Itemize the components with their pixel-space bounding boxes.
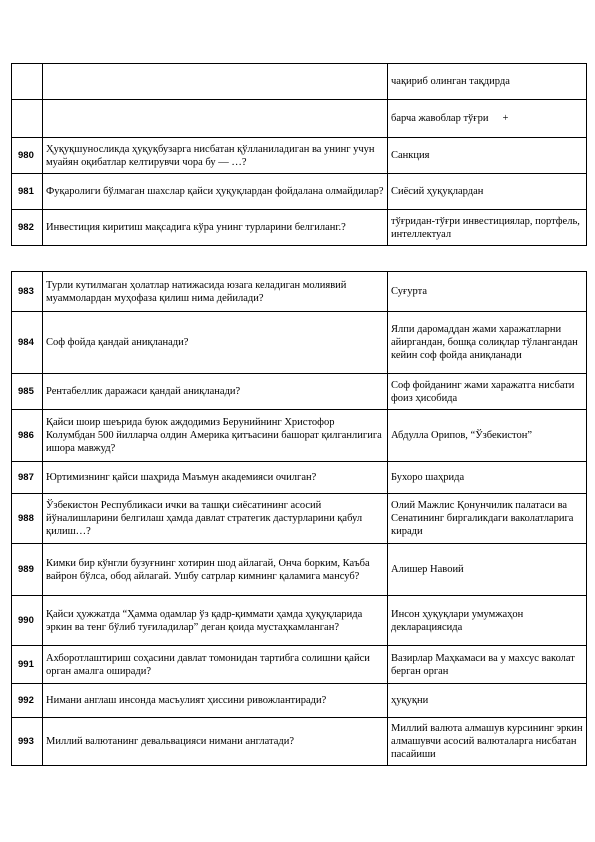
row-number: 985 [12,374,43,410]
table-row [12,64,587,100]
table-row [12,174,587,210]
question-cell: Ўзбекистон Республикаси ички ва ташқи сиёсатининг асосий йўналишларини белгилаш ҳамда давлат стратегик дастурларини қабул қилиш…? [43,494,388,544]
table-row [12,596,587,646]
question-cell: Қайси шоир шеърида буюк аждодимиз Берунийнинг Христофор Колумбдан 500 йилларча олдин Америка қитъасини башорат қилганлигига ишора мавжуд? [43,410,388,462]
answer-cell: Алишер Навоий [388,544,587,596]
answer-cell: Вазирлар Маҳкамаси ва у махсус ваколат берган орган [388,646,587,684]
table-row [12,138,587,174]
question-cell: Рентабеллик даражаси қандай аниқланади? [43,374,388,410]
answer-cell: ҳуқуқни [388,684,587,718]
question-cell: Кимки бир кўнгли бузуғнинг хотирин шод айлагай, Онча борким, Каъба вайрон бўлса, обод айлагай. Ушбу сатрлар кимнинг қаламига мансуб? [43,544,388,596]
answer-cell: Инсон ҳуқуқлари умумжаҳон декларациясида [388,596,587,646]
row-number: 981 [12,174,43,210]
table-row [12,312,587,374]
row-number: 983 [12,272,43,312]
table-row [12,210,587,246]
answer-cell: Соф фойданинг жами харажатга нисбати фоиз ҳисобида [388,374,587,410]
row-number: 993 [12,718,43,766]
question-cell: Фуқаролиги бўлмаган шахслар қайси ҳуқуқлардан фойдалана олмайдилар? [43,174,388,210]
table-row [12,272,587,312]
question-cell [43,64,388,100]
row-number: 986 [12,410,43,462]
answer-cell: тўғридан-тўғри инвестициялар, портфель, интеллектуал [388,210,587,246]
question-cell: Нимани англаш инсонда масъулият ҳиссини ривожлантиради? [43,684,388,718]
answer-cell: чақириб олинган тақдирда [388,64,587,100]
answer-cell: Бухоро шаҳрида [388,462,587,494]
row-number: 992 [12,684,43,718]
question-cell: Ҳуқуқшуносликда ҳуқуқбузарга нисбатан қўлланиладиган ва унинг учун муайян оқибатлар келтирувчи чора бу — …? [43,138,388,174]
answer-cell: Ялпи даромаддан жами харажатларни айиргандан, бошқа солиқлар тўлангандан кейин соф фойда аниқланади [388,312,587,374]
answer-cell: Санкция [388,138,587,174]
row-number: 982 [12,210,43,246]
row-number: 988 [12,494,43,544]
row-number [12,64,43,100]
table-row [12,100,587,138]
table-row [12,544,587,596]
table-row [12,410,587,462]
question-cell: Қайси ҳужжатда “Ҳамма одамлар ўз қадр-қиммати ҳамда ҳуқуқларида эркин ва тенг бўлиб туғиладилар” деган қоида мустаҳкамланган? [43,596,388,646]
question-cell: Соф фойда қандай аниқланади? [43,312,388,374]
answer-text: барча жавоблар тўғри [391,113,489,124]
row-number: 990 [12,596,43,646]
question-cell: Миллий валютанинг девальвацияси нимани англатади? [43,718,388,766]
answer-cell: Абдулла Орипов, “Ўзбекистон” [388,410,587,462]
table-row [12,462,587,494]
answer-cell: Миллий валюта алмашув курсининг эркин алмашувчи асосий валюталарга нисбатан пасайиши [388,718,587,766]
row-number: 984 [12,312,43,374]
question-table-main [11,271,587,766]
question-cell [43,100,388,138]
answer-cell: Олий Мажлис Қонунчилик палатаси ва Сенатининг биргаликдаги ваколатларига киради [388,494,587,544]
row-number [12,100,43,138]
row-number: 980 [12,138,43,174]
answer-cell [388,100,587,138]
question-cell: Ахборотлаштириш соҳасини давлат томонидан тартибга солишни қайси орган амалга оширади? [43,646,388,684]
table-row [12,718,587,766]
row-number: 991 [12,646,43,684]
question-cell: Турли кутилмаган ҳолатлар натижасида юзага келадиган молиявий муаммолардан муҳофаза қилиш нима дейилади? [43,272,388,312]
correct-mark: + [502,113,509,124]
row-number: 989 [12,544,43,596]
row-number: 987 [12,462,43,494]
question-cell: Инвестиция киритиш мақсадига кўра унинг турларини белгиланг.? [43,210,388,246]
table-row [12,684,587,718]
table-row [12,374,587,410]
answer-cell: Суғурта [388,272,587,312]
table-row [12,646,587,684]
question-cell: Юртимизнинг қайси шаҳрида Маъмун академияси очилган? [43,462,388,494]
question-table-top [11,63,587,246]
table-row [12,494,587,544]
answer-cell: Сиёсий ҳуқуқлардан [388,174,587,210]
